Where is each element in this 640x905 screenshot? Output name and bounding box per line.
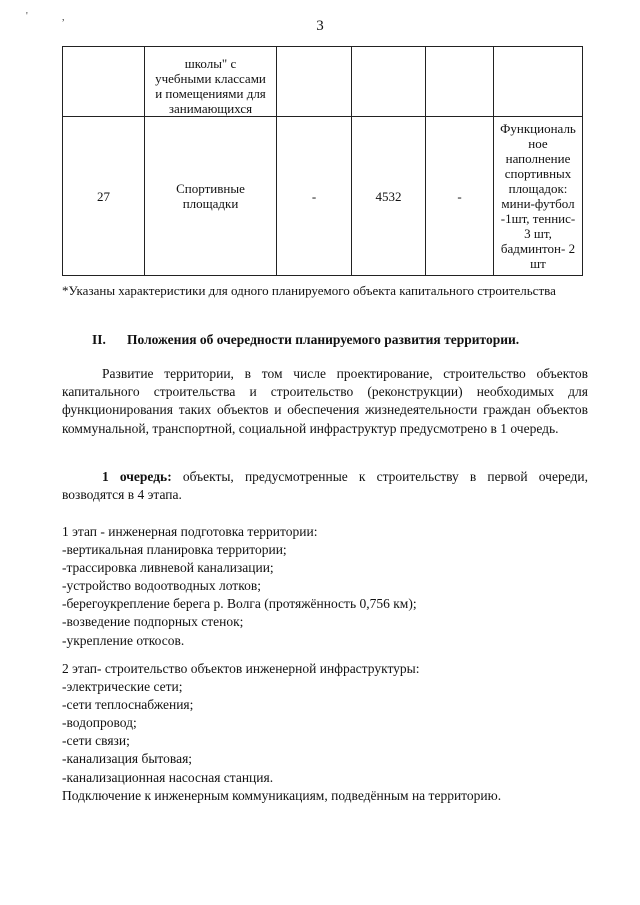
paragraph-bold: 1 очередь: — [102, 469, 172, 484]
paragraph-text: Развитие территории, в том числе проектирование, строительство объектов капитального строительства и строительство (реконструкции) необходимых для функционирования таких объектов и обеспечения жизнедеятельности граждан объектов коммунальной, транспортной, социальной инфраструктур предусмотрено в 1 очередь. — [62, 366, 588, 436]
section-number: II. — [92, 332, 106, 347]
cell-line: бадминтон- 2 — [500, 241, 576, 256]
table-cell: - — [426, 117, 494, 276]
section-heading — [92, 331, 612, 349]
objects-table — [62, 46, 583, 276]
cell-line: школы" с — [184, 56, 237, 71]
paragraph — [62, 468, 588, 504]
table-cell — [494, 47, 583, 117]
cell-line: Функциональ — [500, 121, 576, 136]
scan-mark: , — [62, 12, 65, 23]
list-item: -вертикальная планировка территории; — [62, 542, 287, 558]
cell-line: спортивных — [504, 166, 572, 181]
row-number-cell: 27 — [63, 117, 145, 276]
cell-line: 3 шт, — [524, 226, 552, 241]
list-item: -трассировка ливневой канализации; — [62, 560, 274, 576]
cell-line: ное — [528, 136, 548, 151]
stage-1-list — [62, 523, 602, 650]
cell-line: -1шт, теннис- — [500, 211, 576, 226]
page-number: 3 — [316, 18, 324, 34]
table-row — [63, 47, 583, 117]
paragraph-text: объекты, предусмотренные к строительству в первой очереди, возводятся в 4 этапа. — [62, 469, 588, 503]
table-cell — [145, 47, 277, 117]
object-name-cell — [145, 117, 277, 276]
table-cell — [426, 47, 494, 117]
area-cell: 4532 — [352, 117, 426, 276]
table-row — [63, 117, 583, 276]
footnote: *Указаны характеристики для одного планируемого объекта капитального строительства — [62, 283, 556, 298]
list-item: -канализационная насосная станция. — [62, 769, 274, 785]
cell-line: учебными классами — [155, 71, 266, 86]
section-title: Положения об очередности планируемого развития территории. — [127, 332, 520, 347]
table-cell — [277, 47, 352, 117]
list-item: -укрепление откосов. — [62, 632, 185, 648]
list-item: -берегоукрепление берега р. Волга (протяжённость 0,756 км); — [62, 596, 417, 612]
scan-mark: ' — [26, 11, 28, 22]
cell-line: наполнение — [505, 151, 571, 166]
notes-cell — [494, 117, 583, 276]
cell-line: Спортивные — [176, 181, 245, 196]
cell-line: занимающихся — [168, 101, 253, 116]
cell-line: и помещениями для — [155, 86, 266, 101]
list-item: -водопровод; — [62, 715, 137, 731]
cell-line: площадки — [182, 196, 239, 211]
list-item: -сети теплоснабжения; — [62, 697, 194, 713]
list-item: Подключение к инженерным коммуникациям, подведённым на территорию. — [62, 787, 502, 803]
list-item: -электрические сети; — [62, 679, 183, 695]
table-cell: - — [277, 117, 352, 276]
list-item: 1 этап - инженерная подготовка территории: — [62, 524, 318, 539]
list-item: -возведение подпорных стенок; — [62, 614, 244, 630]
cell-line: мини-футбол — [501, 196, 575, 211]
paragraph — [62, 365, 588, 438]
stage-2-list — [62, 660, 602, 805]
list-item: 2 этап- строительство объектов инженерной инфраструктуры: — [62, 661, 420, 676]
cell-line: площадок: — [508, 181, 568, 196]
list-item: -канализация бытовая; — [62, 751, 193, 767]
cell-line: шт — [530, 256, 546, 271]
list-item: -сети связи; — [62, 733, 130, 749]
table-cell — [63, 47, 145, 117]
table-cell — [352, 47, 426, 117]
list-item: -устройство водоотводных лотков; — [62, 578, 261, 594]
